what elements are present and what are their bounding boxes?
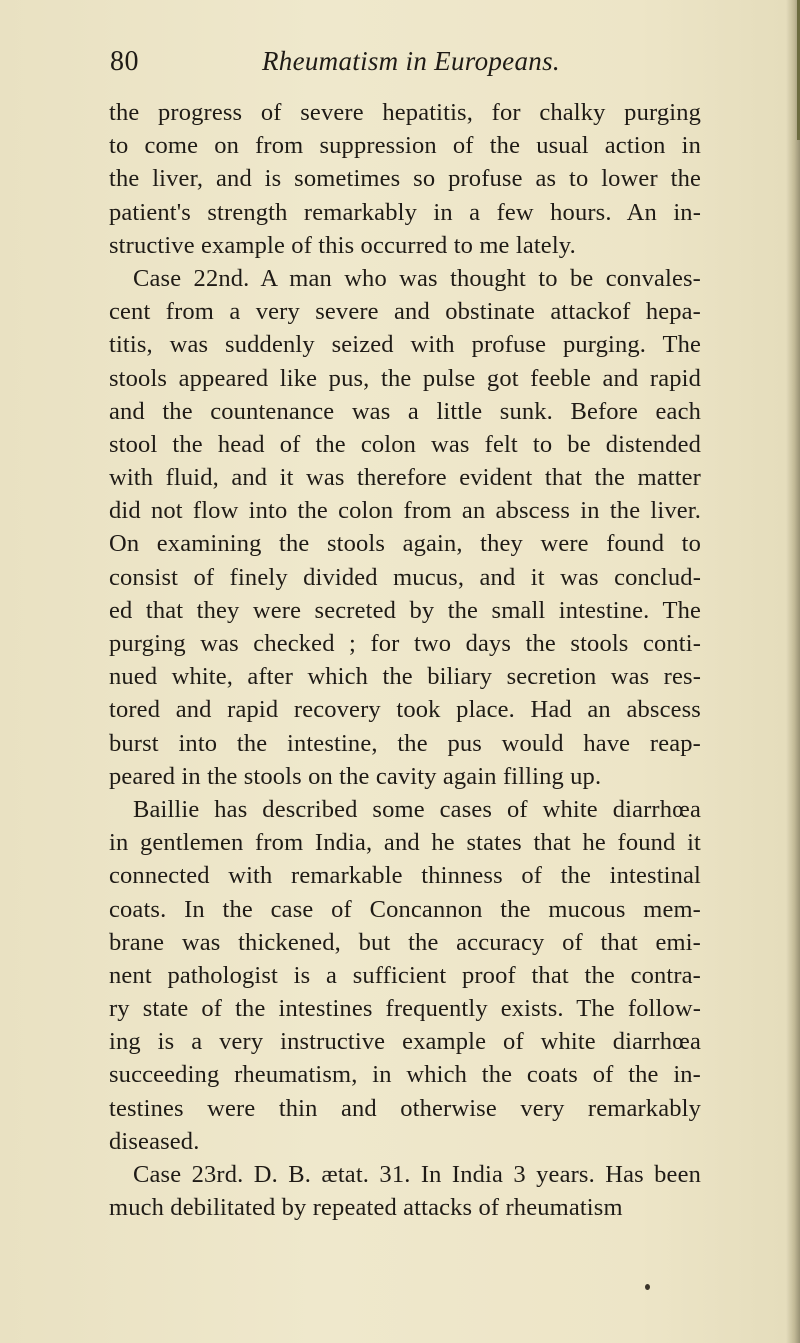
text-line: tored and rapid recovery took place. Had an abscess xyxy=(109,696,701,724)
page-edge-shadow xyxy=(786,0,800,1343)
page-number: 80 xyxy=(110,46,139,77)
text-line: cent from a very severe and obstinate attackof hepa- xyxy=(109,298,701,326)
text-line: succeeding rheumatism, in which the coats of the in- xyxy=(109,1061,701,1089)
text-line: coats. In the case of Concannon the mucous mem- xyxy=(109,895,701,923)
text-line: the liver, and is sometimes so profuse as to lower the xyxy=(109,165,701,193)
body-text xyxy=(109,96,701,1224)
text-line: structive example of this occurred to me lately. xyxy=(109,231,576,259)
text-line: ing is a very instructive example of white diarrhœa xyxy=(109,1028,701,1056)
text-line: brane was thickened, but the accuracy of that emi- xyxy=(109,928,701,956)
stray-ink-mark xyxy=(645,1284,650,1290)
text-line: Baillie has described some cases of white diarrhœa xyxy=(133,795,701,823)
text-line: diseased. xyxy=(109,1127,200,1155)
text-line: ed that they were secreted by the small intestine. The xyxy=(109,596,701,624)
running-title: Rheumatism in Europeans. xyxy=(262,46,560,76)
text-line: Case 22nd. A man who was thought to be convales- xyxy=(133,264,701,292)
text-line: in gentlemen from India, and he states that he found it xyxy=(109,829,701,857)
text-line: peared in the stools on the cavity again filling up. xyxy=(109,762,602,790)
text-line: much debilitated by repeated attacks of rheumatism xyxy=(109,1194,623,1222)
text-line: and the countenance was a little sunk. Before each xyxy=(109,397,701,425)
text-line: On examining the stools again, they were found to xyxy=(109,530,701,558)
page-header xyxy=(110,46,670,86)
text-line: titis, was suddenly seized with profuse purging. The xyxy=(109,331,701,359)
text-line: burst into the intestine, the pus would have reap- xyxy=(109,729,701,757)
text-line: testines were thin and otherwise very remarkably xyxy=(109,1094,701,1122)
text-line: Case 23rd. D. B. ætat. 31. In India 3 years. Has been xyxy=(133,1161,701,1188)
text-line: stools appeared like pus, the pulse got feeble and rapid xyxy=(109,364,701,392)
text-line: ry state of the intestines frequently exists. The follow- xyxy=(109,995,701,1023)
text-line: patient's strength remarkably in a few hours. An in- xyxy=(109,198,701,226)
text-line: nent pathologist is a sufficient proof that the contra- xyxy=(109,961,701,989)
text-line: to come on from suppression of the usual action in xyxy=(109,132,701,160)
text-line: nued white, after which the biliary secretion was res- xyxy=(109,663,701,691)
text-line: consist of finely divided mucus, and it was conclud- xyxy=(109,563,701,591)
text-line: the progress of severe hepatitis, for chalky purging xyxy=(109,99,701,126)
text-line: did not flow into the colon from an abscess in the liver. xyxy=(109,497,701,525)
text-line: purging was checked ; for two days the stools conti- xyxy=(109,630,701,657)
text-line: connected with remarkable thinness of the intestinal xyxy=(109,862,701,890)
text-line: with fluid, and it was therefore evident that the matter xyxy=(109,464,701,492)
text-line: stool the head of the colon was felt to be distended xyxy=(109,430,701,458)
